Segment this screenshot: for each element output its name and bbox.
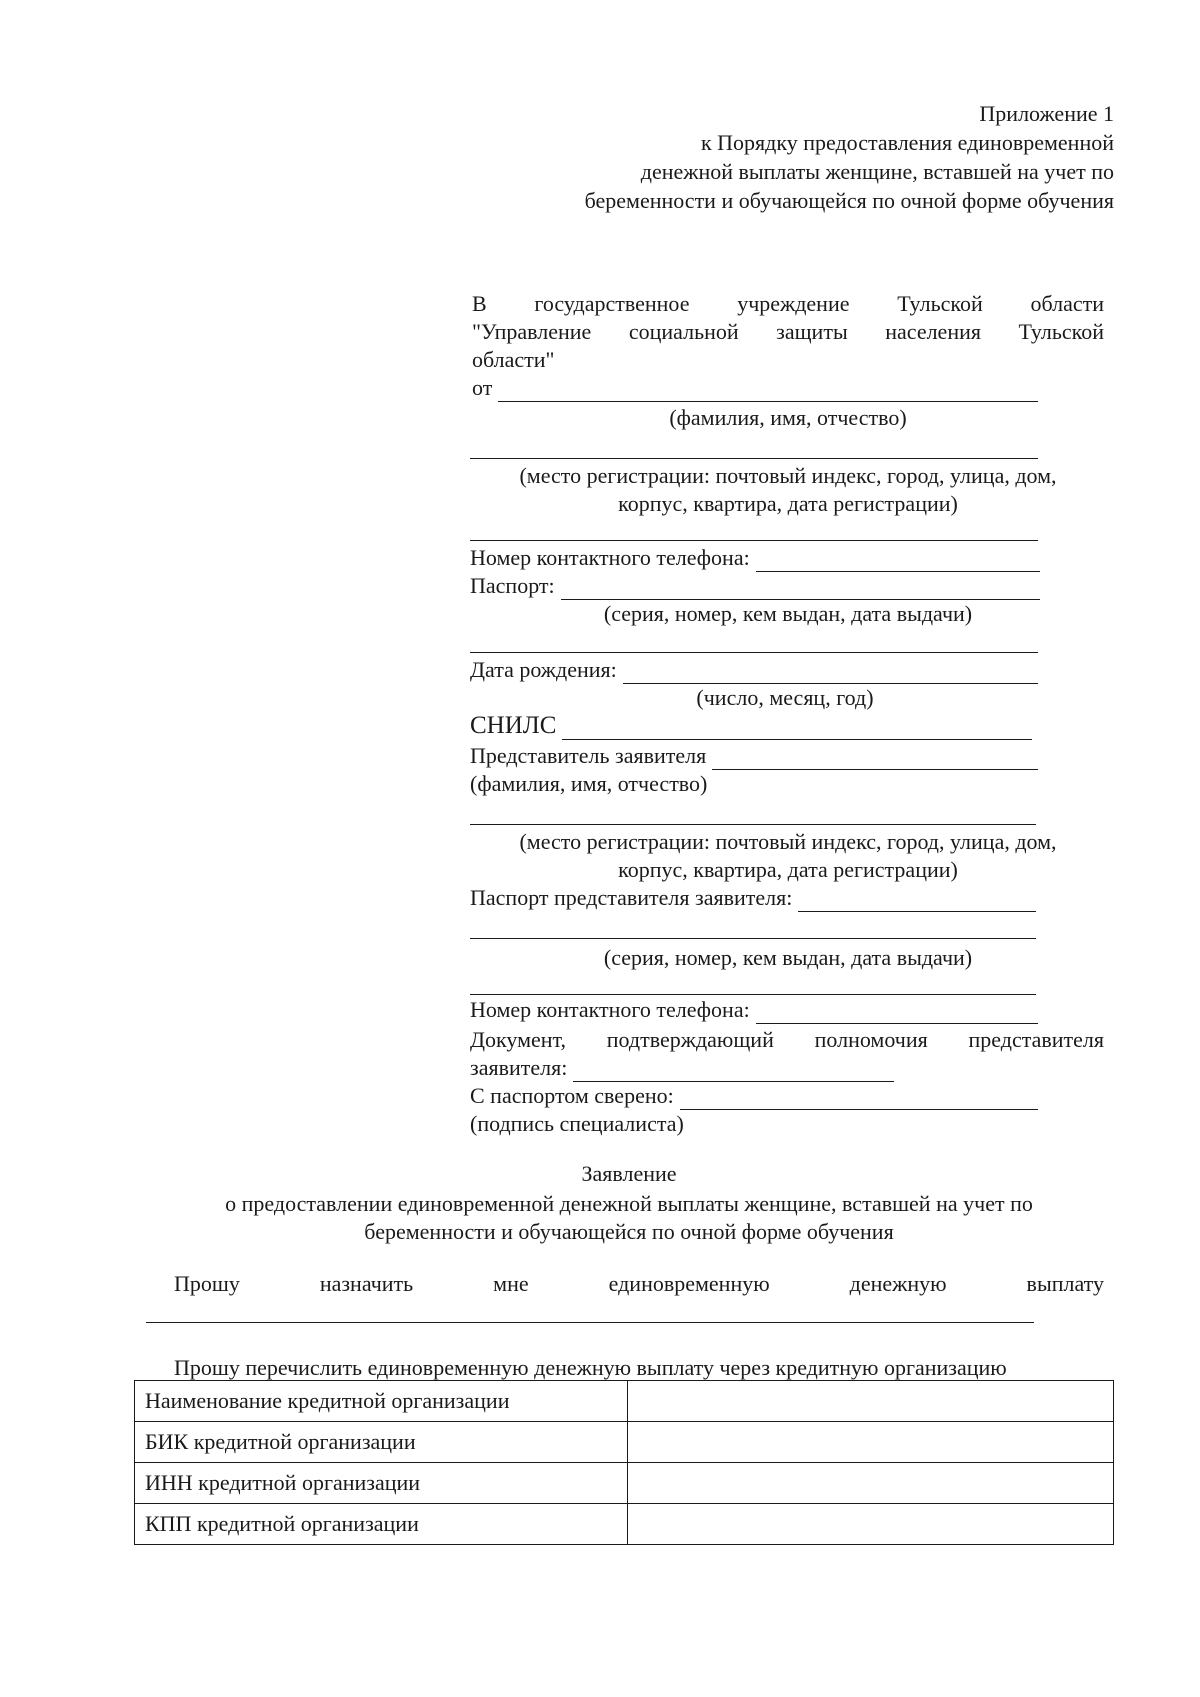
- representative-passport-field[interactable]: [798, 889, 1036, 912]
- from-row: [472, 374, 1038, 402]
- statement-subtitle-1: о предоставлении единовременной денежной выплаты женщине, вставшей на учет по: [225, 1191, 1033, 1216]
- authority-document-row: [470, 1054, 894, 1082]
- snils-field[interactable]: [562, 717, 1032, 740]
- bank-name-label: Наименование кредитной организации: [135, 1381, 628, 1422]
- statement-subtitle-2: беременности и обучающейся по очной форме обучения: [364, 1219, 894, 1244]
- appendix-line-2: к Порядку предоставления единовременной: [700, 130, 1114, 155]
- representative-registration-hint-2: корпус, квартира, дата регистрации): [618, 857, 958, 882]
- fio-hint: (фамилия, имя, отчество): [669, 405, 907, 430]
- table-row: [135, 1504, 1114, 1545]
- bank-details-table: [134, 1380, 1114, 1545]
- birth-hint: (число, месяц, год): [696, 685, 874, 710]
- inn-value[interactable]: [628, 1463, 1114, 1504]
- representative-phone-field[interactable]: [756, 1001, 1038, 1024]
- table-row: [135, 1422, 1114, 1463]
- addressee-line-2: "Управление социальной защиты населения Тульской: [472, 319, 1104, 344]
- request-line: Прошу назначить мне единовременную денежную выплату: [174, 1271, 1104, 1296]
- passport-label: Паспорт:: [470, 573, 555, 598]
- representative-phone-row: [470, 996, 1038, 1024]
- passport-hint: (серия, номер, кем выдан, дата выдачи): [603, 601, 973, 626]
- phone-field[interactable]: [756, 549, 1040, 572]
- representative-passport-row: [470, 884, 1036, 912]
- appendix-line-1: Приложение 1: [979, 101, 1114, 126]
- snils-row: [470, 712, 1032, 740]
- verified-field[interactable]: [680, 1087, 1038, 1110]
- phone-label: Номер контактного телефона:: [470, 545, 750, 570]
- table-row: [135, 1381, 1114, 1422]
- statement-title: Заявление: [581, 1161, 677, 1186]
- representative-fio-hint: (фамилия, имя, отчество): [470, 771, 708, 796]
- representative-passport-hint: (серия, номер, кем выдан, дата выдачи): [603, 945, 973, 970]
- bik-value[interactable]: [628, 1422, 1114, 1463]
- passport-field[interactable]: [561, 577, 1040, 600]
- representative-passport-extra-field-2[interactable]: [470, 994, 1036, 995]
- birth-row: [470, 656, 1038, 684]
- birth-field[interactable]: [623, 661, 1038, 684]
- registration-field[interactable]: [470, 458, 1038, 459]
- kpp-label: КПП кредитной организации: [135, 1504, 628, 1545]
- registration-extra-field[interactable]: [470, 540, 1038, 541]
- birth-label: Дата рождения:: [470, 657, 617, 682]
- appendix-line-3: денежной выплаты женщине, вставшей на учет по: [640, 159, 1114, 184]
- phone-row: [470, 544, 1040, 572]
- representative-registration-field[interactable]: [470, 824, 1036, 825]
- authority-document-label-2: заявителя:: [470, 1055, 568, 1080]
- bank-name-value[interactable]: [628, 1381, 1114, 1422]
- representative-label: Представитель заявителя: [470, 743, 707, 768]
- representative-passport-label: Паспорт представителя заявителя:: [470, 885, 793, 910]
- representative-field[interactable]: [712, 747, 1038, 770]
- authority-document-field[interactable]: [573, 1059, 894, 1082]
- representative-row: [470, 742, 1038, 770]
- authority-document-label-1: Документ, подтверждающий полномочия представителя: [470, 1027, 1104, 1052]
- passport-extra-field[interactable]: [470, 652, 1038, 653]
- from-label: от: [472, 375, 493, 400]
- kpp-value[interactable]: [628, 1504, 1114, 1545]
- representative-passport-extra-field[interactable]: [470, 938, 1036, 939]
- addressee-line-1: В государственное учреждение Тульской области: [472, 291, 1104, 316]
- representative-registration-hint-1: (место регистрации: почтовый индекс, город, улица, дом,: [519, 829, 1057, 854]
- transfer-line: Прошу перечислить единовременную денежную выплату через кредитную организацию: [174, 1355, 1007, 1380]
- addressee-line-3: области": [472, 347, 555, 372]
- signature-hint: (подпись специалиста): [470, 1111, 684, 1136]
- table-row: [135, 1463, 1114, 1504]
- request-field[interactable]: [146, 1322, 1034, 1323]
- inn-label: ИНН кредитной организации: [135, 1463, 628, 1504]
- verified-row: [470, 1082, 1038, 1110]
- bik-label: БИК кредитной организации: [135, 1422, 628, 1463]
- appendix-line-4: беременности и обучающейся по очной форме обучения: [584, 188, 1114, 213]
- verified-label: С паспортом сверено:: [470, 1083, 674, 1108]
- snils-label: СНИЛС: [470, 712, 557, 739]
- fio-field[interactable]: [498, 379, 1038, 402]
- representative-phone-label: Номер контактного телефона:: [470, 997, 750, 1022]
- registration-hint-1: (место регистрации: почтовый индекс, город, улица, дом,: [519, 463, 1057, 488]
- registration-hint-2: корпус, квартира, дата регистрации): [618, 491, 958, 516]
- passport-row: [470, 572, 1040, 600]
